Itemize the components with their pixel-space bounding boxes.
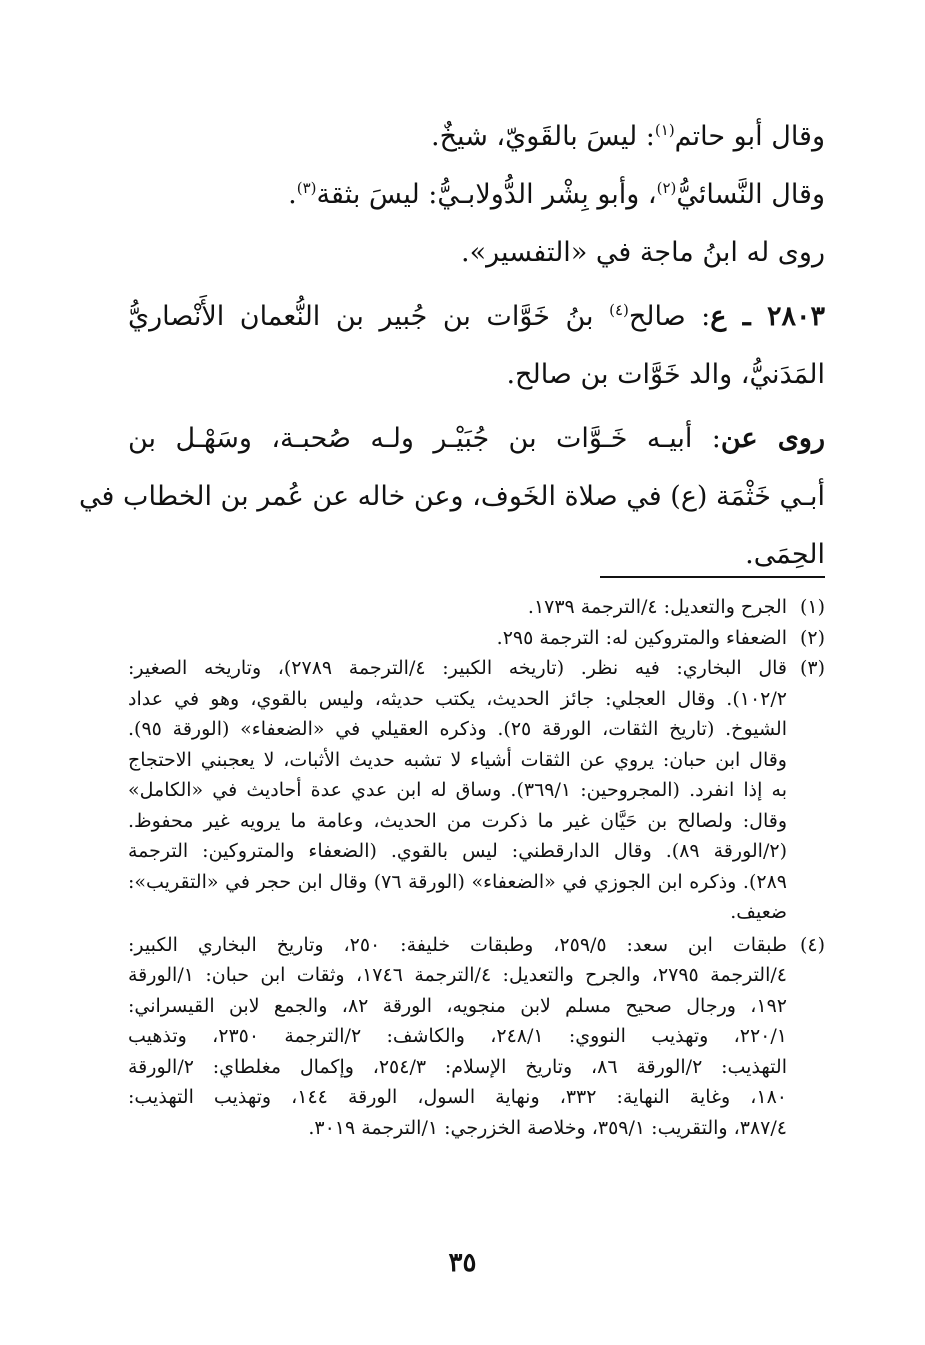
text-line-nasai — [128, 166, 825, 224]
footnote-line: الضعفاء والمتروكين له: الترجمة ٢٩٥. — [496, 626, 787, 649]
footnote-3 — [128, 653, 825, 928]
text-line-ibn-majah — [128, 224, 825, 282]
entry-name-cont: بنُ خَوَّات بن جُبير بن النُّعمان الأَنْصاريُّ — [128, 301, 610, 332]
footnotes — [128, 592, 825, 1143]
footnote-line: ضعيف. — [730, 901, 787, 923]
line-text: : أبيـه خَـوَّات بن جُبَيْـر ولـه صُحبـة، وسَهْـل بن — [128, 423, 721, 454]
page-number: ٣٥ — [448, 1248, 477, 1278]
footnote-ref-4[interactable]: (٤) — [609, 301, 629, 319]
line-text: المَدَنيُّ، والد خَوَّات بن صالح. — [506, 359, 825, 390]
footnote-separator — [600, 576, 825, 578]
footnote-2 — [128, 623, 825, 654]
footnote-line: وقال: ولصالح بن حَيَّان غير ما ذكرت من الحديث، وعامة ما يرويه غير محفوظ. — [128, 809, 787, 832]
line-text: الحِمَى. — [745, 539, 825, 570]
footnote-1 — [128, 592, 825, 623]
footnote-line: ٢٢٠/١، وتهذيب النووي: ٢٤٨/١، والكاشف: ٢/الترجمة ٢٣٥٠، وتذهيب — [128, 1025, 787, 1047]
footnote-line: وقال ابن حبان: يروي عن الثقات أشياء لا تشبه حديث الأثبات، لا يعجبني الاحتجاج — [128, 748, 787, 771]
footnote-4 — [128, 930, 825, 1144]
line-text: . — [288, 179, 297, 210]
text-line-abu-hatim — [128, 108, 825, 166]
footnote-ref-2[interactable]: (٢) — [656, 179, 677, 197]
footnote-body — [128, 930, 787, 1144]
footnote-line: (٢/الورقة ٨٩). وقال الدارقطني: ليس بالقوي. (الضعفاء والمتروكين: الترجمة — [128, 840, 787, 862]
footnote-line: التهذيب: ٢/الورقة ٨٦، وتاريخ الإسلام: ٢٥٤/٣، وإكمال مغلطاي: ٢/الورقة — [128, 1055, 787, 1078]
entry-line-2 — [128, 346, 825, 404]
footnote-body — [128, 623, 787, 654]
line-text: أبـي خَثْمَة (ع) في صلاة الخَوف، وعن خاله عن عُمر بن الخطاب في — [79, 481, 825, 512]
footnote-line: ١٠٢/٢). وقال العجلي: جائز الحديث، يكتب حديثه، وليس بالقوي، وهو في عداد — [128, 687, 787, 710]
footnote-ref-1[interactable]: (١) — [654, 121, 675, 139]
footnote-line: ٢٨٩). وذكره ابن الجوزي في «الضعفاء» (الورقة ٧٦) وقال ابن حجر في «التقريب»: — [128, 870, 787, 893]
entry-heading — [128, 288, 825, 346]
line-text: وقال أبو حاتم — [674, 121, 825, 152]
riwaya-line-1 — [128, 410, 825, 468]
footnote-number: (٤) — [799, 933, 825, 956]
footnote-line: الجرح والتعديل: ٤/الترجمة ١٧٣٩. — [527, 596, 787, 618]
footnote-line: قال البخاري: فيه نظر. (تاريخه الكبير: ٤/الترجمة ٢٧٨٩)، وتاريخه الصغير: — [128, 657, 788, 679]
footnote-ref-3[interactable]: (٣) — [296, 179, 317, 197]
line-text: ، وأبو بِشْر الدُّولابـيُّ: ليسَ بثقة — [316, 179, 657, 210]
footnote-line: الشيوخ. (تاريخ الثقات، الورقة ٢٥). وذكره العقيلي في «الضعفاء» (الورقة ٩٥). — [128, 718, 788, 740]
footnote-body — [128, 592, 787, 623]
footnote-line: ٤/الترجمة ٢٧٩٥، والجرح والتعديل: ٤/الترجمة ١٧٤٦، وثقات ابن حبان: ١/الورقة — [128, 964, 787, 986]
footnote-line: طبقات ابن سعد: ٢٥٩/٥، وطبقات خليفة: ٢٥٠، وتاريخ البخاري الكبير: — [128, 933, 787, 956]
line-text: وقال النَّسائيُّ — [676, 179, 825, 210]
entry-name: : صالح — [628, 301, 711, 332]
footnote-number: (١) — [799, 596, 825, 618]
line-text: : ليسَ بالقَويّ، شيخٌ. — [431, 121, 655, 152]
footnote-number: (٣) — [799, 657, 825, 679]
footnote-line: ١٨٠، وغاية النهاية: ٣٣٢، ونهاية السول، الورقة ١٤٤، وتهذيب التهذيب: — [128, 1086, 787, 1108]
footnote-line: به إذا انفرد. (المجروحين: ٣٦٩/١). وساق له ابن عدي عدة أحاديث في «الكامل» — [128, 779, 787, 801]
footnote-number: (٢) — [799, 626, 825, 649]
riwaya-label: روى عن — [720, 423, 826, 454]
footnote-line: ١٩٢، ورجال صحيح مسلم لابن منجويه، الورقة ٨٢، والجمع لابن القيسراني: — [128, 994, 788, 1017]
main-text — [79, 108, 826, 584]
entry-number: ٢٨٠٣ ـ ع — [710, 301, 826, 332]
line-text: روى له ابنُ ماجة في «التفسير». — [461, 237, 825, 268]
riwaya-line-2 — [79, 468, 825, 526]
footnote-body — [128, 653, 787, 928]
footnote-line: ٣٨٧/٤، والتقريب: ٣٥٩/١، وخلاصة الخزرجي: ١/الترجمة ٣٠١٩. — [308, 1116, 787, 1139]
